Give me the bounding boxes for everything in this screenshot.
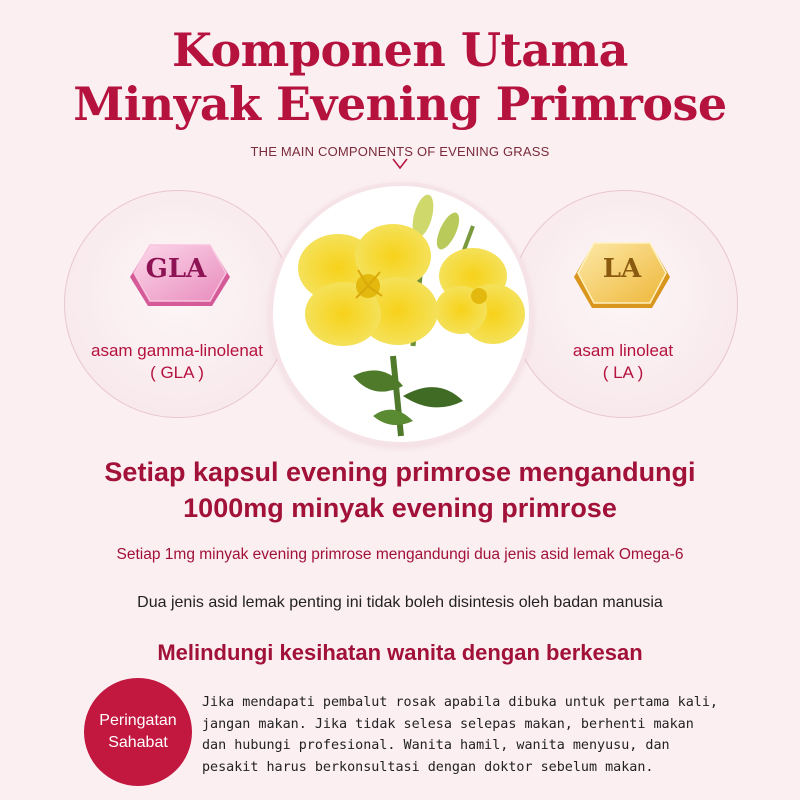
subtitle: THE MAIN COMPONENTS OF EVENING GRASS — [250, 144, 550, 159]
gla-abbr: ( GLA ) — [150, 363, 204, 382]
warning-badge-line-1: Peringatan — [99, 712, 177, 729]
warning-text: Jika mendapati pembalut rosak apabila dibuka untuk pertama kali, jangan makan. Jika tidak selesa selepas makan, berhenti makan dan hubungi profesional. Wanita hamil, wanita menyusu, dan pesakit harus berkonsultasi dengan doktor sebelum makan. — [202, 695, 718, 775]
section-heading: Melindungi kesihatan wanita dengan berkesan — [157, 640, 643, 665]
gla-name: asam gamma-linolenat — [91, 341, 263, 360]
title-line-1: Komponen Utama — [172, 23, 628, 77]
omega6-description: Setiap 1mg minyak evening primrose mengandungi dua jenis asid lemak Omega-6 — [116, 546, 684, 563]
headline-line-1: Setiap kapsul evening primrose mengandungi — [104, 457, 696, 487]
title-line-2: Minyak Evening Primrose — [73, 77, 727, 131]
warning-badge-line-2: Sahabat — [108, 734, 168, 751]
la-badge-label: LA — [602, 254, 642, 284]
flower-image — [269, 182, 533, 446]
la-name: asam linoleat — [572, 341, 674, 360]
essential-fatty-acid-note: Dua jenis asid lemak penting ini tidak boleh disintesis oleh badan manusia — [137, 594, 663, 611]
chevron-down-icon — [392, 158, 408, 170]
la-abbr: ( LA ) — [602, 363, 644, 382]
warning-badge — [84, 678, 192, 786]
gla-badge-label: GLA — [145, 254, 207, 284]
evening-primrose-flower-icon — [273, 186, 529, 442]
headline-line-2: 1000mg minyak evening primrose — [183, 493, 617, 523]
